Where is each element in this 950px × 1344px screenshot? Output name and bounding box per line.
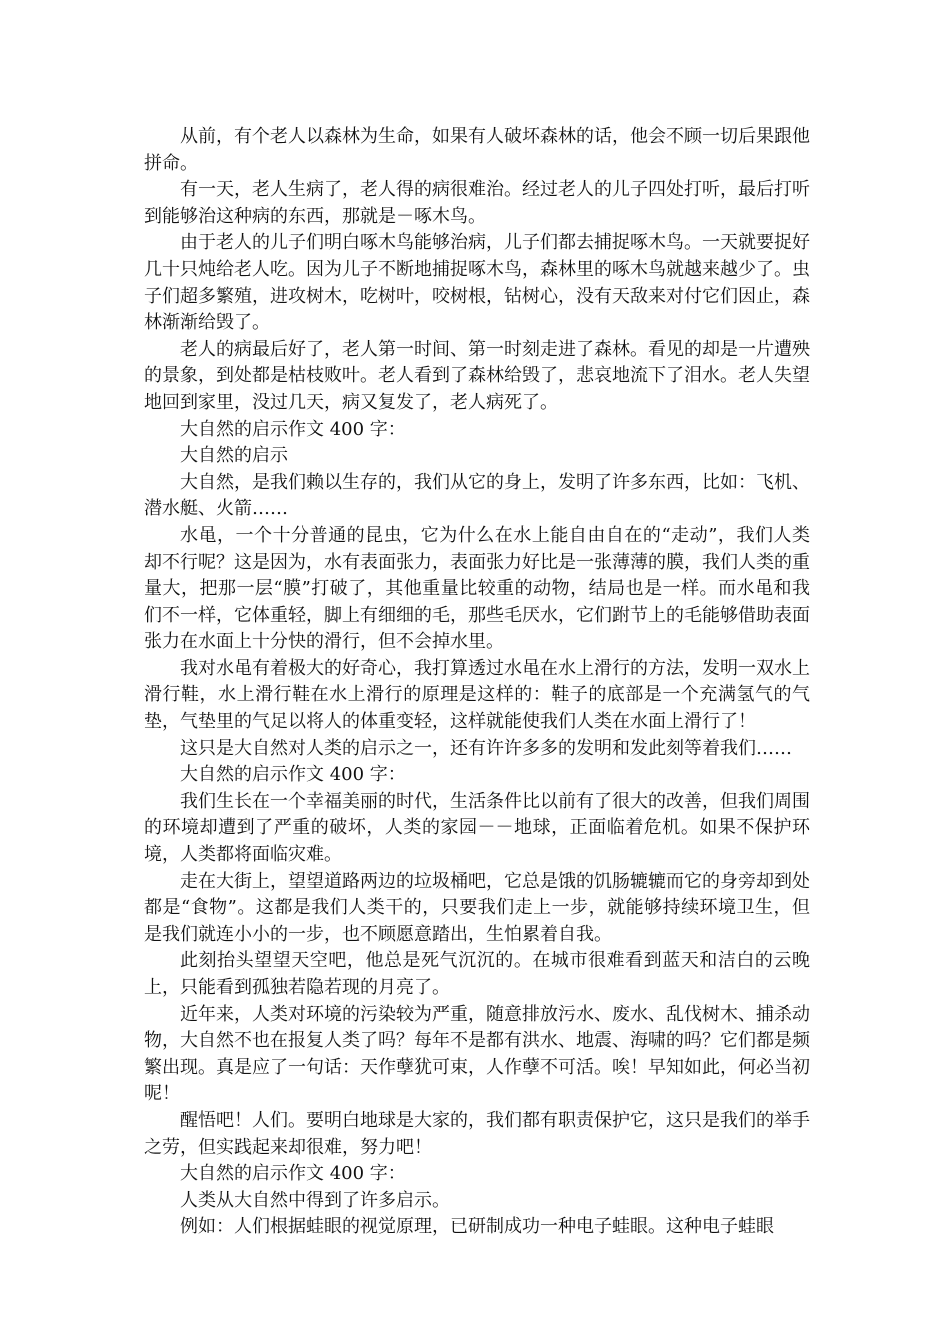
paragraph: 由于老人的儿子们明白啄木鸟能够治病，儿子们都去捕捉啄木鸟。一天就要捉好几十只炖给老人吃。因为儿子不断地捕捉啄木鸟，森林里的啄木鸟就越来越少了。虫子们超多繁殖，进攻树木，吃树叶，咬树根，钻树心，没有天敌来对付它们因止，森林渐渐给毁了。	[144, 232, 810, 334]
paragraph: 我对水黾有着极大的好奇心，我打算透过水黾在水上滑行的方法，发明一双水上滑行鞋，水上滑行鞋在水上滑行的原理是这样的：鞋子的底部是一个充满氢气的气垫，气垫里的气足以将人的体重变轻，这样就能使我们人类在水面上滑行了！	[144, 657, 810, 733]
paragraph: 例如：人们根据蛙眼的视觉原理，已研制成功一种电子蛙眼。这种电子蛙眼	[180, 1216, 774, 1238]
paragraph: 人类从大自然中得到了许多启示。	[180, 1189, 450, 1211]
paragraph: 近年来，人类对环境的污染较为严重，随意排放污水、废水、乱伐树木、捕杀动物，大自然不也在报复人类了吗？每年不是都有洪水、地震、海啸的吗？它们都是频繁出现。真是应了一句话：天作孽犹可束，人作孽不可活。唉！早知如此，何必当初呢！	[144, 1003, 810, 1105]
paragraph: 此刻抬头望望天空吧，他总是死气沉沉的。在城市很难看到蓝天和洁白的云晚上，只能看到孤独若隐若现的月亮了。	[144, 950, 810, 998]
paragraph: 从前，有个老人以森林为生命，如果有人破坏森林的话，他会不顾一切后果跟他拼命。	[144, 126, 810, 174]
paragraph: 我们生长在一个幸福美丽的时代，生活条件比以前有了很大的改善，但我们周围的环境却遭到了严重的破坏，人类的家园－－地球，正面临着危机。如果不保护环境，人类都将面临灾难。	[144, 790, 810, 866]
document-body	[144, 124, 810, 1241]
paragraph: 有一天，老人生病了，老人得的病很难治。经过老人的儿子四处打听，最后打听到能够治这种病的东西，那就是－啄木鸟。	[144, 179, 810, 227]
paragraph: 醒悟吧！人们。要明白地球是大家的，我们都有职责保护它，这只是我们的举手之劳，但实践起来却很难，努力吧！	[144, 1109, 810, 1158]
essay-title: 大自然的启示	[180, 445, 288, 467]
section-heading: 大自然的启示作文 400 字：	[180, 1163, 406, 1185]
section-heading: 大自然的启示作文 400 字：	[180, 764, 406, 786]
paragraph: 走在大街上，望望道路两边的垃圾桶吧，它总是饿的饥肠辘辘而它的身旁却到处都是“食物”。这都是我们人类干的，只要我们走上一步，就能够持续环境卫生，但是我们就连小小的一步，也不顾愿意踏出，生怕累着自我。	[144, 870, 810, 945]
paragraph: 这只是大自然对人类的启示之一，还有许许多多的发明和发此刻等着我们……	[180, 737, 792, 759]
section-heading: 大自然的启示作文 400 字：	[180, 418, 406, 440]
paragraph: 老人的病最后好了，老人第一时间、第一时刻走进了森林。看见的却是一片遭殃的景象，到处都是枯枝败叶。老人看到了森林给毁了，悲哀地流下了泪水。老人失望地回到家里，没过几天，病又复发了，老人病死了。	[144, 338, 810, 413]
paragraph: 大自然，是我们赖以生存的，我们从它的身上，发明了许多东西，比如：飞机、潜水艇、火箭……	[144, 471, 810, 520]
paragraph: 水黾，一个十分普通的昆虫，它为什么在水上能自由自在的“走动”，我们人类却不行呢？这是因为，水有表面张力，表面张力好比是一张薄薄的膜，我们人类的重量大，把那一层“膜”打破了，其他重量比较重的动物，结局也是一样。而水黾和我们不一样，它体重轻，脚上有细细的毛，那些毛厌水，它们跗节上的毛能够借助表面张力在水面上十分快的滑行，但不会掉水里。	[144, 524, 810, 653]
